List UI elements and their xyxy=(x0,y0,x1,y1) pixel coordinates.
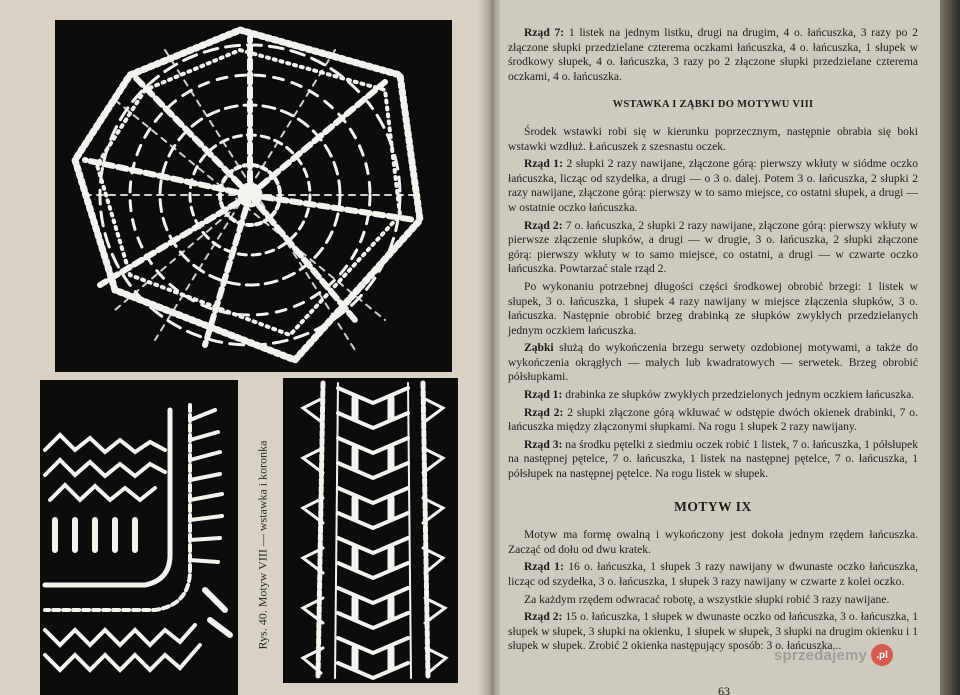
paragraph-text: 1 listek na jednym listku, drugi na drugim, 4 o. łańcuszka, 3 razy po 2 złączone słupki przedzielane czterema oczkami łańcuszka, 4 o. łańcuszka, 1 słupek w środkowy słupek, 4 o. łańcuszka, 3 razy po 2 złączone słupki przedzielane czterema oczkami, 4 o. łańcuszka. xyxy=(508,26,918,83)
watermark-badge: .pl xyxy=(871,644,893,666)
page-number: 63 xyxy=(718,684,730,695)
page-edge-shadow xyxy=(940,0,960,695)
edging-lace-graphic xyxy=(40,380,238,695)
paragraph xyxy=(508,219,918,277)
paragraph-text: 2 słupki 2 razy nawijane, złączone górą: pierwszy wkłuty w siódme oczko łańcuszka, licząc od szydełka, a drugi — o 3 o. dalej. Potem 3 o. łańcuszka, 2 słupki 2 razy nawijane, złączone górą: pierwszy w to samo miejsce, co ostatni słupek, a drugi — w ostatnie oczko łańcuszka. xyxy=(508,157,918,214)
paragraph-text: 7 o. łańcuszka, 2 słupki 2 razy nawijane, złączone górą: pierwszy wkłuty w pierwsze złączenie słupków, a drugi — w drugie, 3 o. łańcuszka, 2 słupki złączone górą: pierwszy wkłuty w to samo miejsce, co ostatni, a drugi — w czwarte oczko łańcuszka. Powtarzać stale rząd 2. xyxy=(508,218,918,276)
row-label: Rząd 1: xyxy=(524,157,563,171)
paragraph xyxy=(508,438,918,482)
paragraph xyxy=(508,341,918,385)
section-motyw-ix-body xyxy=(508,528,918,654)
paragraph xyxy=(508,406,918,435)
row-label: Rząd 2: xyxy=(524,405,564,419)
paragraph xyxy=(508,560,918,589)
photo-lace-edging xyxy=(40,380,238,695)
row-label: Rząd 2: xyxy=(524,218,563,232)
photo-doily-motif xyxy=(55,20,452,372)
section-heading-wstawka: WSTAWKA I ZĄBKI DO MOTYWU VIII xyxy=(612,99,814,111)
row-label: Rząd 7: xyxy=(524,26,565,39)
paragraph-text: drabinka ze słupków zwykłych przedzielonych jednym oczkiem łańcuszka. xyxy=(562,388,915,402)
paragraph xyxy=(508,26,918,84)
paragraph xyxy=(508,388,918,403)
section-wstawka-body xyxy=(508,125,918,482)
paragraph-text: służą do wykończenia brzegu serwety ozdobionej motywami, a także do wykończenia okrągłych — małych lub kwadratowych — serwetek. Brzeg obrobić półsłupkami. xyxy=(508,341,918,384)
paragraph xyxy=(508,528,918,557)
paragraph-text: 16 o. łańcuszka, 1 słupek 3 razy nawijany w dwunaste oczko łańcuszka, licząc od szydełka, 3 o. łańcuszka, 1 słupek 3 razy nawijany w czwarte z kolei oczko. xyxy=(508,560,919,588)
paragraph xyxy=(508,593,918,608)
paragraph xyxy=(508,280,918,338)
row-label: Rząd 1: xyxy=(524,560,564,574)
paragraph-text: Motyw ma formę owalną i wykończony jest dokoła jednym rzędem łańcuszka. Zacząć od dołu od dwu kratek. xyxy=(508,528,918,556)
paragraph-text: 15 o. łańcuszka, 1 słupek w dwunaste oczko od łańcuszka, 3 o. łańcuszka, 1 słupek w słupek, 3 słupki na okienku, 1 słupek w słupek, 3 słupki na drugim okienku i 1 słupek w słupek. Zrobić 2 okienka następujący sposób: 3 o. łańcuszka... xyxy=(508,610,918,653)
right-page-text xyxy=(508,26,918,657)
paragraph xyxy=(508,157,918,215)
figure-caption-text: Rys. 40. Motyw VIII — wstawka i koronka xyxy=(255,440,270,650)
intro-block xyxy=(508,26,918,84)
paragraph-text: na środku pętelki z siedmiu oczek robić 1 listek, 7 o. łańcuszka, 1 półsłupek na następnej pętelce, 7 o. łańcuszka, 1 listek na następnej pętelce, 7 o. łańcuszka, 1 półsłupek na następnej pętelce. Na rogu listek w słupek. xyxy=(508,437,918,481)
row-label: Rząd 1: xyxy=(524,388,563,402)
photo-lace-insertion xyxy=(283,378,458,683)
row-label: Ząbki xyxy=(524,341,554,355)
doily-lace-graphic xyxy=(55,20,452,372)
paragraph-text: Środek wstawki robi się w kierunku poprzecznym, następnie obrabia się boki wstawki wzdłuż. Łańcuszek z szesnastu oczek. xyxy=(508,124,918,153)
row-label: Rząd 2: xyxy=(524,610,563,624)
paragraph-text: Za każdym rzędem odwracać robotę, a wszystkie słupki robić 3 razy nawijane. xyxy=(524,592,890,606)
site-watermark xyxy=(774,640,944,670)
watermark-text: sprzedajemy xyxy=(774,646,868,664)
paragraph-text: Po wykonaniu potrzebnej długości części środkowej obrobić brzegi: 1 listek w słupek, 3 o. łańcuszka, 1 słupek 4 razy nawijany w miejsce złączenia słupków, 3 o. łańcuszka. Następnie obrobić brzeg drabinką ze słupków zwykłych przedzielanych jednym oczkiem łańcuszka. xyxy=(508,279,918,337)
paragraph-text: 2 słupki złączone górą wkłuwać w odstępie dwóch okienek drabinki, 7 o. łańcuszka między złączonymi słupkami. Na rogu 1 słupek 2 razy nawijany. xyxy=(508,405,918,434)
section-heading-motyw-ix: MOTYW IX xyxy=(674,498,752,514)
insertion-lace-graphic xyxy=(283,378,458,683)
row-label: Rząd 3: xyxy=(524,437,563,451)
figure-caption xyxy=(248,405,278,685)
paragraph xyxy=(508,125,918,154)
